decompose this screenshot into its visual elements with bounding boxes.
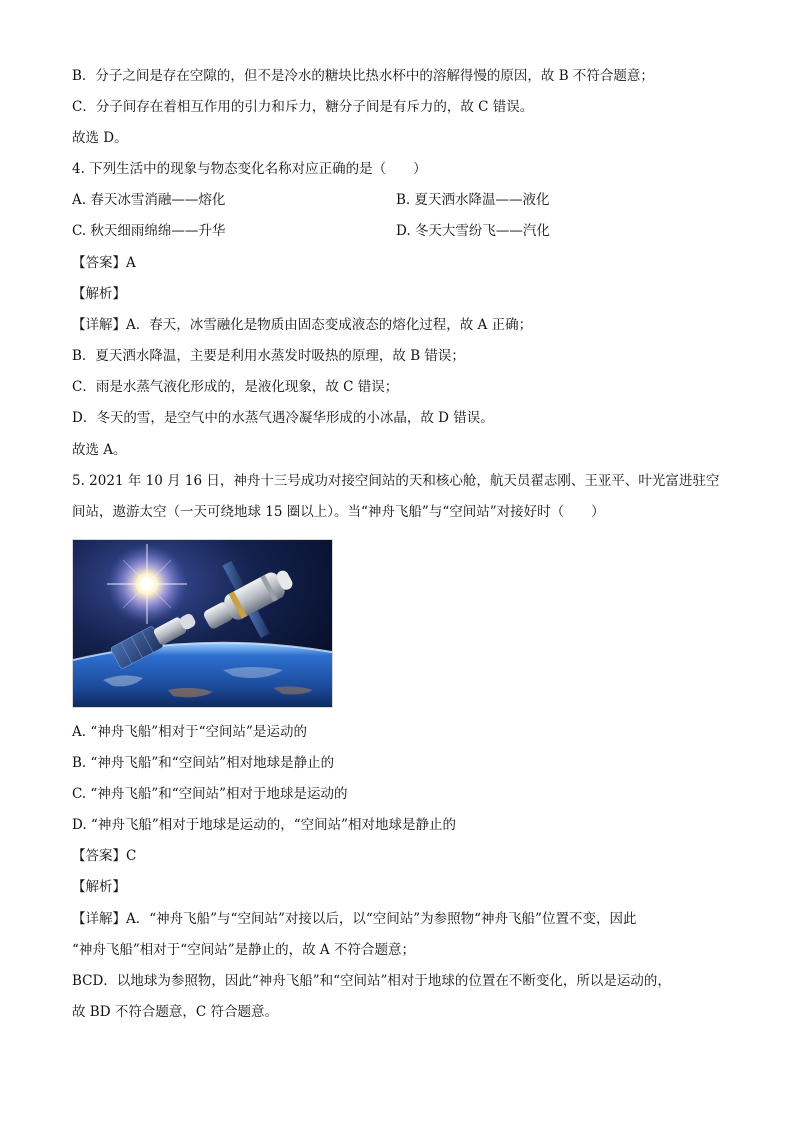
option-b: B. 夏天洒水降温——液化	[396, 192, 550, 208]
analysis-label: 【解析】	[72, 286, 126, 302]
spacecraft-docking-image	[72, 539, 333, 708]
option-a: A. 春天冰雪消融——熔化	[72, 192, 226, 208]
option-c: C. “神舟飞船”和“空间站”相对于地球是运动的	[72, 786, 348, 802]
question-5-stem: 5. 2021 年 10 月 16 日，神舟十三号成功对接空间站的天和核心舱，航天员翟志刚、王亚平、叶光富进驻空	[72, 473, 720, 489]
text-line: C．分子间存在着相互作用的引力和斥力，糖分子间是有斥力的，故 C 错误。	[72, 99, 534, 115]
detail-line: 【详解】A．春天，冰雪融化是物质由固态变成液态的熔化过程，故 A 正确；	[72, 317, 533, 333]
choice-line: 故选 A。	[72, 442, 127, 458]
detail-line: 故 BD 不符合题意，C 符合题意。	[72, 1004, 278, 1020]
text-line: B．分子之间是存在空隙的，但不是冷水的糖块比热水杯中的溶解得慢的原因，故 B 不符合题意；	[72, 68, 654, 84]
option-d: D. “神舟飞船”相对于地球是运动的，“空间站”相对地球是静止的	[72, 817, 457, 833]
answer-label: 【答案】A	[72, 255, 136, 271]
answer-label: 【答案】C	[72, 848, 137, 864]
question-4-stem: 4. 下列生活中的现象与物态变化名称对应正确的是（ ）	[72, 161, 427, 177]
detail-line: 【详解】A．“神舟飞船”与“空间站”对接以后，以“空间站”为参照物“神舟飞船”位置不变，因此	[72, 911, 637, 927]
detail-line: C．雨是水蒸气液化形成的，是液化现象，故 C 错误；	[72, 379, 399, 395]
detail-line: “神舟飞船”相对于“空间站”是静止的，故 A 不符合题意；	[72, 942, 415, 958]
detail-line: B．夏天洒水降温，主要是利用水蒸发时吸热的原理，故 B 错误；	[72, 348, 465, 364]
detail-line: BCD．以地球为参照物，因此“神舟飞船”和“空间站”相对于地球的位置在不断变化，所以是运动的，	[72, 973, 671, 989]
option-a: A. “神舟飞船”相对于“空间站”是运动的	[72, 724, 307, 740]
question-5-stem-cont: 间站，遨游太空（一天可绕地球 15 圈以上）。当“神舟飞船”与“空间站”对接好时（ ）	[72, 504, 605, 520]
detail-line: D．冬天的雪，是空气中的水蒸气遇冷凝华形成的小冰晶，故 D 错误。	[72, 410, 494, 426]
analysis-label: 【解析】	[72, 879, 126, 895]
option-d: D. 冬天大雪纷飞——汽化	[396, 223, 550, 239]
text-line: 故选 D。	[72, 130, 128, 146]
option-b: B. “神舟飞船”和“空间站”相对地球是静止的	[72, 755, 335, 771]
option-c: C. 秋天细雨绵绵——升华	[72, 223, 226, 239]
